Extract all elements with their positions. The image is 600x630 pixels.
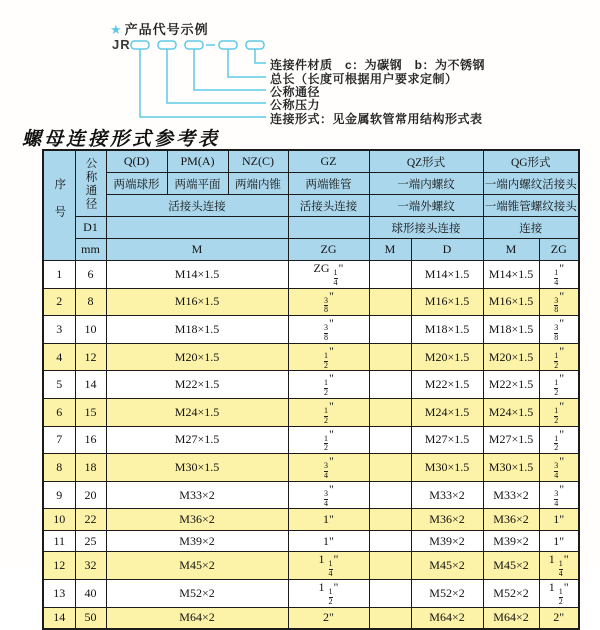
header-qz-desc2: 一端外螺纹 <box>369 195 483 217</box>
cell-m_qg: M27×1.5 <box>483 426 539 454</box>
fraction: $\frac{1}{4}$ <box>554 268 559 287</box>
table-row <box>43 343 579 371</box>
cell-m_qz <box>369 398 411 426</box>
cell-seq: 13 <box>43 579 75 607</box>
table-row <box>43 454 579 482</box>
fraction: $\frac{3}{8}$ <box>554 295 559 315</box>
cell-dn: 6 <box>75 261 106 289</box>
cell-seq: 6 <box>43 398 75 426</box>
cell-zg2: $\frac{3}{8}$ " <box>539 288 579 316</box>
cell-zg: $\frac{3}{8}$ " <box>288 316 369 344</box>
cell-dn: 16 <box>75 426 106 454</box>
cell-seq: 12 <box>43 552 75 580</box>
cell-d: M27×1.5 <box>411 426 483 454</box>
cell-dn: 32 <box>75 552 106 580</box>
header-gz-desc: 两端锥管 <box>288 173 369 195</box>
cell-zg: 1" <box>288 509 369 531</box>
table-header <box>43 150 579 261</box>
cell-m_qg: M24×1.5 <box>483 398 539 426</box>
header-d1: D1 <box>75 217 106 239</box>
diagram-label-connection: 连接形式：见金属软管常用结构形式表 <box>270 112 483 126</box>
header-nominal-diameter: 公称通径 <box>75 150 106 217</box>
cell-m: M52×2 <box>106 579 288 607</box>
cell-m_qz <box>369 530 411 552</box>
fraction: $\frac{1}{2}$ <box>324 378 329 398</box>
table-title: 螺母连接形式参考表 <box>22 128 221 150</box>
cell-zg: 1" <box>288 530 369 552</box>
fraction: $\frac{1}{2}$ <box>554 405 559 425</box>
cell-m_qg: M20×1.5 <box>483 343 539 371</box>
header-col-pm: PM(A) <box>167 150 228 173</box>
table-body <box>43 261 579 630</box>
code-box <box>185 41 203 49</box>
cell-seq: 7 <box>43 426 75 454</box>
cell-zg2: $\frac{3}{4}$ " <box>539 454 579 482</box>
cell-d: M20×1.5 <box>411 343 483 371</box>
header-m-connection: 活接头连接 <box>106 195 288 217</box>
header-gz-connection: 活接头连接 <box>288 195 369 217</box>
cell-zg: 1 $\frac{1}{4}$ " <box>288 552 369 580</box>
cell-zg2: $\frac{1}{2}$ " <box>539 426 579 454</box>
table-row <box>43 579 579 607</box>
cell-seq: 9 <box>43 481 75 509</box>
nut-connection-table <box>42 149 580 630</box>
table-row <box>43 316 579 344</box>
header-col-qg: QG形式 <box>483 150 579 173</box>
fraction: $\frac{3}{8}$ <box>324 323 329 342</box>
cell-d: M33×2 <box>411 481 483 509</box>
cell-m: M33×2 <box>106 481 288 509</box>
cell-dn: 40 <box>75 579 106 607</box>
diagram-heading <box>110 19 209 38</box>
cell-seq: 3 <box>43 316 75 344</box>
cell-m: M30×1.5 <box>106 454 288 482</box>
cell-seq: 1 <box>43 261 75 289</box>
header-qg-connection: 连接 <box>483 217 579 239</box>
cell-zg: $\frac{1}{2}$ " <box>288 343 369 371</box>
header-col-gz: GZ <box>288 150 369 173</box>
header-unit-zg: ZG <box>288 239 369 261</box>
cell-seq: 4 <box>43 343 75 371</box>
cell-zg: $\frac{3}{8}$ " <box>288 288 369 316</box>
cell-dn: 10 <box>75 316 106 344</box>
cell-seq: 10 <box>43 509 75 531</box>
connector-line <box>255 49 266 63</box>
cell-m_qz <box>369 371 411 399</box>
header-col-nz: NZ(C) <box>228 150 288 173</box>
cell-m: M27×1.5 <box>106 426 288 454</box>
cell-zg2: $\frac{3}{4}$ " <box>539 481 579 509</box>
cell-m_qg: M39×2 <box>483 530 539 552</box>
fraction: $\frac{3}{4}$ <box>324 461 329 480</box>
cell-m_qz <box>369 579 411 607</box>
table-row <box>43 509 579 531</box>
fraction: $\frac{1}{2}$ <box>328 586 333 606</box>
cell-m: M20×1.5 <box>106 343 288 371</box>
cell-m: M24×1.5 <box>106 398 288 426</box>
code-box <box>131 41 149 49</box>
header-unit-m: M <box>106 239 288 261</box>
fraction: $\frac{3}{8}$ <box>554 323 559 342</box>
fraction: $\frac{1}{2}$ <box>324 405 329 425</box>
table-row <box>43 481 579 509</box>
cell-d: M18×1.5 <box>411 316 483 344</box>
cell-dn: 12 <box>75 343 106 371</box>
header-nz-desc: 两端内锥 <box>228 173 288 195</box>
diagram-label-diameter: 公称通径 <box>270 85 321 99</box>
fraction: $\frac{1}{4}$ <box>328 559 333 579</box>
cell-m_qz <box>369 261 411 289</box>
cell-m_qz <box>369 454 411 482</box>
cell-m_qz <box>369 288 411 316</box>
cell-zg: $\frac{1}{2}$ " <box>288 398 369 426</box>
table-row <box>43 530 579 552</box>
header-blank-m <box>106 217 288 239</box>
table-row <box>43 398 579 426</box>
fraction: $\frac{1}{4}$ <box>558 559 563 579</box>
cell-zg2: 1" <box>539 509 579 531</box>
diagram-label-pressure: 公称压力 <box>270 98 321 112</box>
cell-m_qz <box>369 343 411 371</box>
cell-dn: 14 <box>75 371 106 399</box>
header-qg-desc2: 一端锥管螺纹接头 <box>483 195 579 217</box>
cell-zg2: $\frac{3}{8}$ " <box>539 316 579 344</box>
cell-d: M36×2 <box>411 509 483 531</box>
cell-m: M16×1.5 <box>106 288 288 316</box>
fraction: $\frac{3}{4}$ <box>554 461 559 480</box>
code-prefix: JR <box>112 37 131 52</box>
cell-m_qg: M16×1.5 <box>483 288 539 316</box>
code-box <box>158 41 176 49</box>
header-seq: 序号 <box>43 150 75 261</box>
cell-m_qg: M64×2 <box>483 607 539 629</box>
cell-d: M64×2 <box>411 607 483 629</box>
cell-m_qz <box>369 552 411 580</box>
fraction: $\frac{1}{2}$ <box>324 433 329 453</box>
cell-d: M14×1.5 <box>411 261 483 289</box>
header-unit-zg2: ZG <box>539 239 579 261</box>
cell-seq: 2 <box>43 288 75 316</box>
cell-m: M36×2 <box>106 509 288 531</box>
header-unit-d: D <box>411 239 483 261</box>
cell-dn: 15 <box>75 398 106 426</box>
cell-m: M18×1.5 <box>106 316 288 344</box>
cell-dn: 18 <box>75 454 106 482</box>
cell-zg: $\frac{3}{4}$ " <box>288 454 369 482</box>
cell-m_qg: M30×1.5 <box>483 454 539 482</box>
cell-dn: 8 <box>75 288 106 316</box>
cell-d: M24×1.5 <box>411 398 483 426</box>
cell-d: M45×2 <box>411 552 483 580</box>
cell-m_qg: M14×1.5 <box>483 261 539 289</box>
cell-m_qz <box>369 481 411 509</box>
star-icon: ★ <box>110 22 123 37</box>
cell-zg2: $\frac{1}{2}$ " <box>539 371 579 399</box>
fraction: $\frac{1}{2}$ <box>554 378 559 398</box>
cell-m_qg: M33×2 <box>483 481 539 509</box>
cell-d: M16×1.5 <box>411 288 483 316</box>
cell-zg: ZG $\frac{1}{4}$ " <box>288 261 369 289</box>
table-row <box>43 288 579 316</box>
diagram-heading-text: 产品代号示例 <box>124 22 209 37</box>
cell-m_qz <box>369 509 411 531</box>
cell-m: M45×2 <box>106 552 288 580</box>
cell-m_qg: M36×2 <box>483 509 539 531</box>
fraction: $\frac{1}{2}$ <box>554 433 559 453</box>
cell-seq: 8 <box>43 454 75 482</box>
cell-zg: 1 $\frac{1}{2}$ " <box>288 579 369 607</box>
header-col-qz: QZ形式 <box>369 150 483 173</box>
header-qz-connection: 球形接头连接 <box>369 217 483 239</box>
cell-seq: 5 <box>43 371 75 399</box>
cell-dn: 22 <box>75 509 106 531</box>
header-col-q: Q(D) <box>106 150 167 173</box>
fraction: $\frac{1}{2}$ <box>324 350 329 370</box>
cell-zg2: $\frac{1}{2}$ " <box>539 343 579 371</box>
cell-zg2: 1 $\frac{1}{4}$ " <box>539 552 579 580</box>
header-pm-desc: 两端平面 <box>167 173 228 195</box>
table-row <box>43 261 579 289</box>
cell-dn: 50 <box>75 607 106 629</box>
cell-zg: $\frac{3}{4}$ " <box>288 481 369 509</box>
cell-zg2: 2" <box>539 607 579 629</box>
cell-m_qg: M45×2 <box>483 552 539 580</box>
cell-m: M64×2 <box>106 607 288 629</box>
code-box <box>246 41 264 49</box>
diagram-label-length: 总长（长度可根据用户要求定制） <box>270 72 458 86</box>
header-qg-desc1: 一端内螺纹活接头 <box>483 173 579 195</box>
table-row <box>43 426 579 454</box>
cell-dn: 20 <box>75 481 106 509</box>
fraction: $\frac{3}{4}$ <box>554 488 559 508</box>
fraction: $\frac{1}{2}$ <box>558 586 563 606</box>
cell-zg2: 1" <box>539 530 579 552</box>
header-q-desc: 两端球形 <box>106 173 167 195</box>
cell-zg: $\frac{1}{2}$ " <box>288 371 369 399</box>
connector-line <box>167 49 266 103</box>
header-qz-desc1: 一端内螺纹 <box>369 173 483 195</box>
header-blank-gz <box>288 217 369 239</box>
cell-m: M22×1.5 <box>106 371 288 399</box>
fraction: $\frac{1}{4}$ <box>333 268 338 287</box>
cell-m_qz <box>369 426 411 454</box>
cell-zg2: $\frac{1}{4}$ " <box>539 261 579 289</box>
cell-d: M52×2 <box>411 579 483 607</box>
cell-zg2: 1 $\frac{1}{2}$ " <box>539 579 579 607</box>
cell-zg: 2" <box>288 607 369 629</box>
cell-m_qg: M52×2 <box>483 579 539 607</box>
cell-m_qz <box>369 607 411 629</box>
cell-d: M30×1.5 <box>411 454 483 482</box>
cell-seq: 14 <box>43 607 75 629</box>
cell-seq: 11 <box>43 530 75 552</box>
header-mm: mm <box>75 239 106 261</box>
table-row <box>43 552 579 580</box>
diagram-label-material: 连接件材质 c：为碳钢 b：为不锈钢 <box>270 58 486 72</box>
header-unit-m-qg: M <box>483 239 539 261</box>
cell-dn: 25 <box>75 530 106 552</box>
table-row <box>43 607 579 629</box>
fraction: $\frac{3}{8}$ <box>324 295 329 315</box>
connector-line <box>140 49 266 117</box>
code-box <box>219 41 237 49</box>
table-row <box>43 371 579 399</box>
cell-zg: $\frac{1}{2}$ " <box>288 426 369 454</box>
fraction: $\frac{3}{4}$ <box>324 488 329 508</box>
cell-zg2: $\frac{1}{2}$ " <box>539 398 579 426</box>
cell-m_qg: M18×1.5 <box>483 316 539 344</box>
cell-m_qz <box>369 316 411 344</box>
fraction: $\frac{1}{2}$ <box>554 350 559 370</box>
cell-m_qg: M22×1.5 <box>483 371 539 399</box>
cell-d: M39×2 <box>411 530 483 552</box>
cell-d: M22×1.5 <box>411 371 483 399</box>
header-unit-m-qz: M <box>369 239 411 261</box>
cell-m: M14×1.5 <box>106 261 288 289</box>
cell-m: M39×2 <box>106 530 288 552</box>
